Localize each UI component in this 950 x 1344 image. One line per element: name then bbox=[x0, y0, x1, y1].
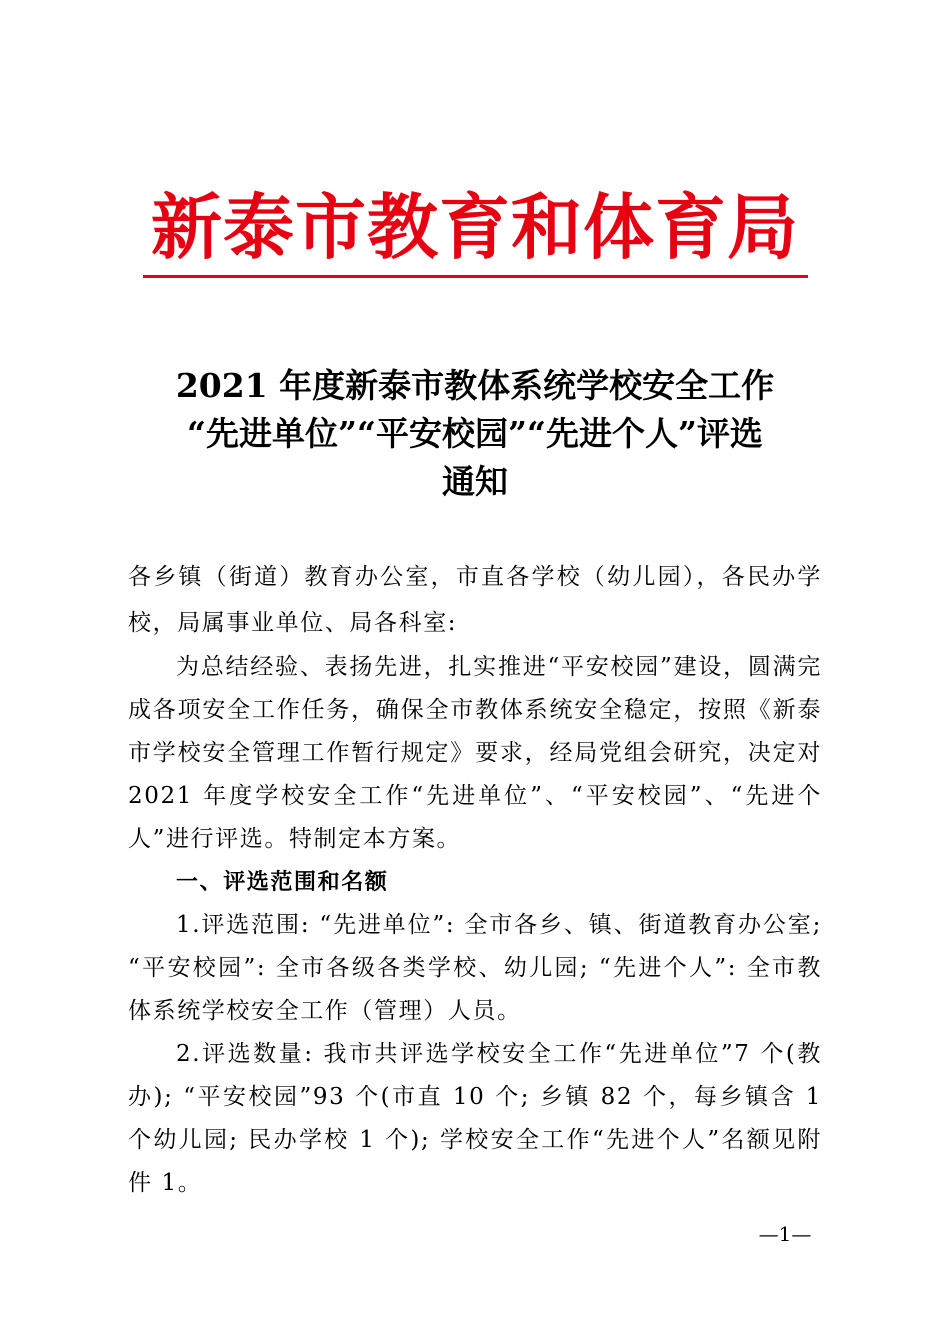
title-line-3: 通知 bbox=[442, 462, 508, 501]
title-line-2: “先进单位”“平安校园”“先进个人”评选 bbox=[187, 414, 763, 453]
document-body bbox=[128, 554, 822, 1205]
list-item-scope: 1.评选范围: “先进单位”: 全市各乡、镇、街道教育办公室; “平安校园”: 全市各级各类学校、幼儿园; “先进个人”: 全市教体系统学校安全工作（管理）人员。 bbox=[128, 912, 822, 1024]
intro-paragraph: 为总结经验、表扬先进，扎实推进“平安校园”建设，圆满完成各项安全工作任务，确保全市教体系统安全稳定，按照《新泰市学校安全管理工作暂行规定》要求，经局党组会研究，决定对 2021 年度学校安全工作“先进单位”、“平安校园”、“先进个人”进行评选。特制定本方案。 bbox=[128, 654, 822, 852]
list-item-quota: 2.评选数量: 我市共评选学校安全工作“先进单位”7 个(教办); “平安校园”93 个(市直 10 个; 乡镇 82 个，每乡镇含 1 个幼儿园; 民办学校 1 个); 学校安全工作“先进个人”名额见附件 1。 bbox=[128, 1041, 822, 1196]
red-divider-line bbox=[143, 275, 808, 278]
salutation-paragraph: 各乡镇（街道）教育办公室，市直各学校（幼儿园），各民办学校，局属事业单位、局各科室: bbox=[128, 564, 822, 636]
title-line-1: 2021 年度新泰市教体系统学校安全工作 bbox=[175, 366, 775, 405]
issuer-masthead: 新泰市教育和体育局 bbox=[150, 185, 799, 269]
page-number: —1— bbox=[758, 1222, 812, 1246]
section-heading: 一、评选范围和名额 bbox=[176, 870, 389, 895]
document-title bbox=[100, 362, 850, 506]
